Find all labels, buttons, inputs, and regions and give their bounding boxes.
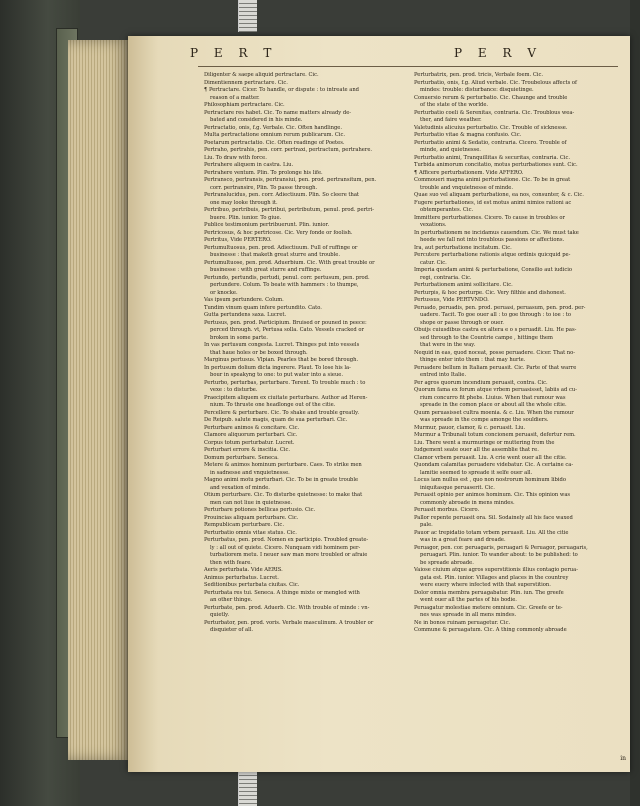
dictionary-line: businesse : with great sturre and ruffinge. xyxy=(210,267,322,273)
dictionary-line: Pertricosus, & hoc pertricose. Cic. Very fonde or foolish. xyxy=(204,229,353,236)
dictionary-line: Gutta pertundens saxa. Lucret. xyxy=(204,312,287,318)
dictionary-line: Perturbatio coeli & Serenitas, contraria. Cic. Troublous wea- xyxy=(414,109,575,116)
dictionary-line: catur. Cic. xyxy=(420,259,447,266)
dictionary-line: Ne in bonos ruinam peruagetur. Cic. xyxy=(414,619,511,626)
dictionary-line: then with feare. xyxy=(210,559,252,566)
dictionary-line: Perturbata res tui. Seneca. A thinge mixte or mengled with xyxy=(204,589,360,596)
dictionary-line: peruagari. Plin. iunior. To wander about: to be published: to xyxy=(420,552,578,558)
dictionary-line: was in a great feare and dreade. xyxy=(420,537,506,543)
running-head-right: P E R V xyxy=(454,46,542,60)
dictionary-line: Peruadere bellum in Italiam peruasit. Cic. Parte of that warre xyxy=(414,364,577,371)
dictionary-line: Peruado, peruadis, pen. prod. peruasi, peruasum, pen. prod. per- xyxy=(414,304,586,311)
dictionary-line: Valetudinis alicuius perturbatio. Cic. Trouble of sicknesse. xyxy=(414,124,568,131)
dictionary-line: uadere. Tacit. To goe ouer all : to goe through : to ioe : to xyxy=(420,312,571,318)
dictionary-line: disquieter of all. xyxy=(210,627,254,633)
dictionary-line: Rempublicam perturbare. Cic. xyxy=(204,522,284,528)
dictionary-line: nium. To thruste one headlonge out of the citie. xyxy=(210,402,336,408)
dictionary-line: Obuijs cuiusdibus castra ex altera e o s peruadit. Liu. He pas- xyxy=(414,327,577,333)
dictionary-line: Peruagatur molestiae metere omnium. Cic. Greefe or te- xyxy=(414,604,563,611)
dictionary-line: Liu. There went a murmuringe or muttering from the xyxy=(414,439,555,446)
dictionary-line: Marginus pertusus. Vlpian. Pearles that be bored through. xyxy=(204,357,359,363)
dictionary-line: and vexation of minde. xyxy=(210,484,270,491)
dictionary-line: iniquitasque peruaserit. Cic. xyxy=(420,484,495,491)
dictionary-line: Perturbatio animi, Tranquillitas & securitas, contraria. Cic. xyxy=(414,154,571,161)
dictionary-line: In vas pertusum congesta. Lucret. Thinges put into vessels xyxy=(204,342,360,348)
dictionary-line: Perturbatio vitae & magna confusio. Cic. xyxy=(414,132,522,138)
dictionary-line: turbatiorem metu. I neuer saw man more troubled or afraie xyxy=(210,552,368,558)
dictionary-line: buere. Plin. iunior. To giue. xyxy=(210,214,282,221)
dictionary-line: of the state of the worlde. xyxy=(420,102,489,108)
dictionary-line: entred into Italie. xyxy=(420,372,467,378)
dictionary-line: rium concurro fit phebs. Liuius. When that rumour was xyxy=(420,394,566,401)
dictionary-line: an other thinge. xyxy=(210,597,253,603)
dictionary-line: Conuersio rerum & perturbatio. Cic. Chaunge and trouble xyxy=(414,94,568,101)
dictionary-line: that haue holes or be boxed through. xyxy=(210,349,308,356)
left-column xyxy=(204,72,412,635)
dictionary-line: Perturpis, & hoc perturpe. Cic. Very filthie and dishonest. xyxy=(414,289,566,296)
dictionary-line: Perturbatrix, pen. prod. tricis, Verbale foem. Cic. xyxy=(414,72,544,78)
catchword: in xyxy=(620,755,626,762)
dictionary-line: obtemperantes. Cic. xyxy=(420,207,474,213)
dictionary-line: corr. pertransire, Plin. To passe through. xyxy=(210,184,318,191)
dictionary-line: Peruagor, pen. cor. peruagaris, peruagari & Peruagor, peruagaris, xyxy=(414,544,588,551)
dictionary-line: vexe : to disturbe. xyxy=(210,387,258,393)
dictionary-line: lamitie seemed to spreade it selfe ouer all. xyxy=(420,469,533,476)
dictionary-line: Perturbari errore & inscitia. Cic. xyxy=(204,447,291,453)
dictionary-line: or knocke. xyxy=(210,289,238,296)
dictionary-line: regi, contraria. Cic. xyxy=(420,274,472,281)
dictionary-line: ther, and faire weather. xyxy=(420,117,482,123)
dictionary-line: Locus iam nullus est , quo non nostrorum hominum libido xyxy=(414,477,566,483)
dictionary-line: Percutere perturbatione rationis atque ordinis quicquid pe- xyxy=(414,252,571,258)
dictionary-line: Pertussus, Vide PERTVNDO. xyxy=(414,297,489,303)
dictionary-line: Pertumultuosus, pen. prod. Adiectiuum. Full of ruffinge or xyxy=(204,244,358,251)
page-edges xyxy=(68,40,130,760)
dictionary-line: were euery where infected with that superstition. xyxy=(420,582,551,588)
dictionary-line: Perturbationem animi sollicitare. Cic. xyxy=(414,282,513,288)
dictionary-line: Perturbatus, pen. prod. Nomen ex participio. Troubled greate- xyxy=(204,537,369,543)
dictionary-line: gata est. Plin. iunior. Villages and places in the countrey xyxy=(420,574,569,581)
dictionary-line: Pertraho, pertrahis, pen. corr. pertraxi, pertractum, pertrahere. xyxy=(204,147,373,153)
dictionary-line: thinge enter into them : that may hurte. xyxy=(420,357,526,363)
dictionary-line: Pertribuo, pertribuis, pertribui, pertributum, penul. prod. pertri- xyxy=(204,207,375,213)
running-head-left: P E R T xyxy=(190,46,278,60)
dictionary-line: Dimentiennem pertractare. Cic. xyxy=(204,79,288,86)
dictionary-line: Vas ipsum pertundere. Colum. xyxy=(204,297,284,303)
dictionary-line: mindes: trouble: disturbance: disquietinge. xyxy=(420,87,534,93)
dictionary-line: Pallor repente peruasit ora. Sil. Sodainely all his face waxed xyxy=(414,514,573,521)
dictionary-line: Vaiose ciuium atque agros superstitionis illius contagio perua- xyxy=(414,567,578,573)
dictionary-line: bour in speakyng to one: to put water into a sieue. xyxy=(210,372,343,378)
dictionary-line: perced through. vt, Pertusa solla. Cato. Vessels cracked or xyxy=(210,327,364,333)
dictionary-line: Quae suo vel aliquam perturbatione, ea nos, consunter, & c. Cic. xyxy=(414,192,584,198)
dictionary-line: trouble and vnquietnesse of minde. xyxy=(420,184,513,191)
dictionary-line: Poetarum pertractatio. Cic. Often readinge of Poetes. xyxy=(204,139,345,146)
dictionary-line: in sadnesse and vnquietnesse. xyxy=(210,469,290,476)
dictionary-line: Murmur, pauor, clamor, & c. peruasit. Liu. xyxy=(414,424,526,431)
dictionary-line: Pertrahere ventum. Plin. To prolonge his life. xyxy=(204,169,323,176)
dictionary-line: Ira, aut perturbatione incitatum. Cic. xyxy=(414,244,512,251)
dictionary-line: Nequid in eas, quod noceat, posse peruadere. Cicer. That no- xyxy=(414,349,576,356)
dictionary-line: Praecipitem aliquem ex ciuitate perturbare. Author ad Heren- xyxy=(204,394,368,401)
dictionary-line: Iudgement seate ouer all the assemblie that re. xyxy=(414,447,539,453)
header-rule xyxy=(198,66,618,67)
dictionary-line: Quum peruasisset cultra moenia. & c. Liu. When the rumour xyxy=(414,409,574,416)
dictionary-line: sed through to the Countrie campe , hittinge them xyxy=(420,334,553,341)
dictionary-line: Pertumultuose, pen. prod. Aduerbium. Cic. With great trouble or xyxy=(204,259,375,266)
dictionary-line: quietly. xyxy=(210,612,230,618)
dictionary-line: Domum perturbare. Seneca. xyxy=(204,454,279,461)
dictionary-line: commonly abroade in mens mindes. xyxy=(420,499,515,506)
dictionary-line: be spreade abroade. xyxy=(420,559,474,566)
dictionary-line: Publice testimonium pertribuerunt. Plin. iunior. xyxy=(204,222,330,228)
dictionary-line: spreade in the comon place or about all the whole citie. xyxy=(420,402,567,408)
dictionary-line: Perturbatio animi & Sedatio, contraria. Cicero. Trouble of xyxy=(414,139,567,146)
dictionary-line: Perturbator, pen. prod. voris. Verbale masculinum. A troubler or xyxy=(204,619,374,626)
dictionary-line: Murmur a Tribunali totum concionem peruasit, defertur rem. xyxy=(414,432,576,438)
dictionary-line: pale. xyxy=(420,522,433,528)
dictionary-line: went ouer all the partes of his bodie. xyxy=(420,597,517,603)
dictionary-line: reason of a matter. xyxy=(210,94,260,101)
dictionary-line: Pertundo, pertundis, pertudi, penul. corr. pertusum, pen. prod. xyxy=(204,274,370,281)
dictionary-line: Perturbo, perturbas, perturbare. Terent. To trouble much : to xyxy=(204,379,366,386)
measuring-ruler-top xyxy=(238,0,257,32)
dictionary-line: Liu. To draw with force. xyxy=(204,154,267,161)
dictionary-line: Per agros quorum incendium peruasit, contra. Cic. xyxy=(414,379,548,386)
dictionary-line: Corpus totum perturbatur. Lucret. xyxy=(204,439,295,446)
dictionary-line: minde, and quietnesse. xyxy=(420,147,481,153)
dictionary-line: Perturbare potiones bellicas pertusio. Cic. xyxy=(204,507,316,513)
dictionary-line: Commoueri magna animi perturbatione. Cic. To be in great xyxy=(414,177,571,183)
dictionary-line: Pertranslucidus, pen. corr. Adiectiuum. Plin. So cleere that xyxy=(204,192,360,198)
dictionary-line: Clamor vrbem peruasit. Liu. A crie went ouer all the citie. xyxy=(414,454,567,461)
dictionary-line: Dolor omnia membra peruagabatur. Plin. iun. The greefe xyxy=(414,589,564,596)
dictionary-line: Pertractare res habet. Cic. To name matters already de- xyxy=(204,109,352,116)
dictionary-line: Perturbatio omnis vitae status. Cic. xyxy=(204,529,297,536)
dictionary-line: De Reipub. salute magis, quam de sua perturbari. Cic. xyxy=(204,417,348,423)
dictionary-line: In perturbationem ne incidamus cauendum. Cic. We must take xyxy=(414,229,579,236)
dictionary-line: Perturbare animos & concitare. Cic. xyxy=(204,424,300,431)
book-page xyxy=(128,36,630,772)
dictionary-line: Otium perturbare. Cic. To disturbe quietnesse: to make that xyxy=(204,492,363,498)
dictionary-line: Perturbatio, onis, f.g. Aliud verbale. Cic. Troubelous affects of xyxy=(414,79,577,86)
dictionary-line: Pertractatio, onis, f.g. Verbale. Cic. Often handlinge. xyxy=(204,124,342,131)
dictionary-line: men can not liue in quietnesse. xyxy=(210,499,293,506)
dictionary-line: Tundim vinum quam infere pertundito. Cato. xyxy=(204,304,322,311)
dictionary-line: Diligenter & saepe aliquid pertractare. Cic. xyxy=(204,72,319,78)
dictionary-line: Percellere & perturbare. Cic. To shake and trouble greatly. xyxy=(204,409,360,416)
dictionary-line: one may looke through it. xyxy=(210,199,278,206)
dictionary-line: nes was spreade in all mens mindes. xyxy=(420,612,517,618)
dictionary-line: Pertrahere aliquem in castra. Liu. xyxy=(204,162,294,168)
dictionary-line: shope or passe through or ouer. xyxy=(420,319,504,326)
dictionary-line: Pauor ac trepidatio totam vrbem peruasit. Liu. All the citie xyxy=(414,529,569,536)
dictionary-line: Peruasit morbus. Cicero. xyxy=(414,507,480,513)
dictionary-line: vexations. xyxy=(420,222,447,228)
dictionary-line: Immittere perturbationes. Cicero. To cause in troubles or xyxy=(414,214,566,221)
dictionary-line: Imperia quodam animi & perturbatione, Consilio aut iudicio xyxy=(414,267,573,273)
dictionary-line: Aeris perturbata. Vide AERIS. xyxy=(204,567,283,573)
dictionary-line: businesse : that maketh great sturre and trouble. xyxy=(210,252,340,258)
dictionary-line: Philosophiam pertractare. Cic. xyxy=(204,102,285,108)
dictionary-line: Fugere perturbationes, id est motus animi nimios rationi ac xyxy=(414,199,572,206)
dictionary-line: Magno animi motu perturbari. Cic. To be in greate trouble xyxy=(204,477,359,483)
dictionary-line: Commune & peruagatum. Cic. A thing commonly abroade xyxy=(414,627,567,633)
right-column xyxy=(414,72,622,635)
dictionary-line: heede we fall not into troublous passions or affections. xyxy=(420,237,565,243)
dictionary-line: Seditionibus perturbata ciuitas. Cic. xyxy=(204,582,300,588)
dictionary-line: ¶ Pertractare. Cicer. To handle, or dispute : to intreate and xyxy=(204,87,360,93)
dictionary-line: Clamore aliquorum perturbari. Cic. xyxy=(204,432,298,438)
dictionary-line: Metere & animos hominum perturbare. Caes. To strike men xyxy=(204,462,362,468)
dictionary-line: bated and considered in his minde. xyxy=(210,117,303,123)
background-cloth xyxy=(630,0,640,806)
dictionary-line: Perturbate, pen. prod. Aduerb. Cic. With trouble of minde : vn- xyxy=(204,604,370,611)
dictionary-line: was spreade in the compe amonge the souldiers. xyxy=(420,417,549,423)
dictionary-line: that were in the way. xyxy=(420,342,476,348)
dictionary-line: Multa pertractatione omnium rerum publicarum. Cic. xyxy=(204,132,346,138)
dictionary-line: Prouincias aliquam perturbare. Cic. xyxy=(204,514,299,521)
dictionary-line: ¶ Afficere perturbationem. Vide AFFERO. xyxy=(414,169,524,176)
dictionary-line: In pertusum dolium dicta ingerere. Plaut. To lose his la- xyxy=(204,364,351,371)
dictionary-line: broken in some parte. xyxy=(210,334,268,341)
dictionary-line: ly : all out of quiete. Cicero. Nunquam vidi hominem per- xyxy=(210,544,361,551)
dictionary-line: Pertusus, pen. prod. Participium. Bruised or pouned in peece: xyxy=(204,319,367,326)
dictionary-line: Peruasit opinio per animos hominum. Cic. This opinion was xyxy=(414,492,571,498)
dictionary-line: Quorum fama ex forum atque vrbem peruasisset, labiis ad cu- xyxy=(414,387,577,393)
dictionary-line: Turbida animorum concitatio, motus perturbationes sunt. Cic. xyxy=(414,162,578,168)
dictionary-line: Pertransco, pertransis, pertransiui, pen. prod. pertransitum, pen. xyxy=(204,177,377,183)
dictionary-line: Animus perturbatus. Lucret. xyxy=(204,574,279,581)
dictionary-line: Quondam calamitas peruadere videbatur. Cic. A certaine ca- xyxy=(414,462,574,468)
dictionary-line: Pertritus, Vide PERTERO. xyxy=(204,237,272,243)
dictionary-line: pertundere. Colum. To beate with hammers : to thumpe, xyxy=(210,282,359,288)
